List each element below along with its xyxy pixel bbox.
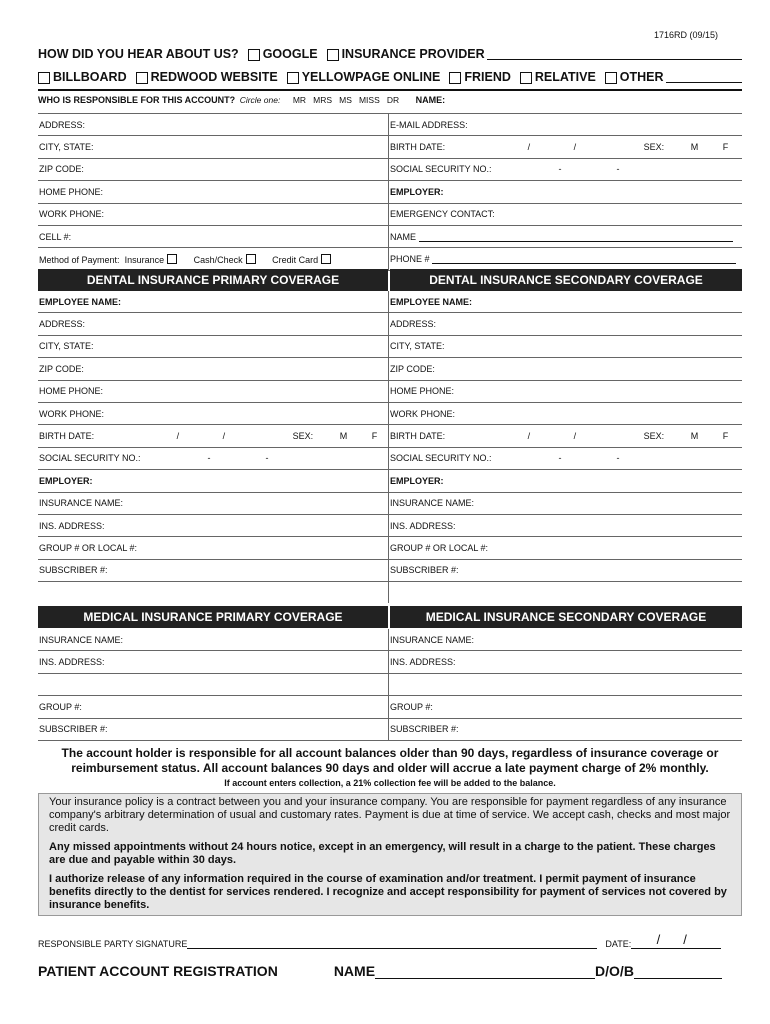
other-line[interactable] xyxy=(666,71,742,83)
referral-row-2 xyxy=(38,70,742,84)
footer-name-field[interactable] xyxy=(375,964,595,979)
checkbox-pay-credit[interactable] xyxy=(321,254,331,264)
dental-secondary-header: DENTAL INSURANCE SECONDARY COVERAGE xyxy=(390,269,742,291)
dental-secondary-work-phone[interactable]: WORK PHONE: xyxy=(389,402,743,424)
dental-secondary-zip[interactable]: ZIP CODE: xyxy=(389,358,743,380)
medical-primary-ins-address[interactable]: INS. ADDRESS: xyxy=(38,651,389,673)
dental-secondary-employee-name[interactable]: EMPLOYEE NAME: xyxy=(389,291,743,313)
policy-box xyxy=(38,793,742,916)
account-birth-sex-field[interactable]: BIRTH DATE: / / SEX: M F xyxy=(389,136,743,158)
dental-primary-birth-sex[interactable]: BIRTH DATE: / / SEX: M F xyxy=(38,425,389,447)
option-yellowpage: YELLOWPAGE ONLINE xyxy=(301,70,441,84)
footer-row xyxy=(38,963,742,979)
checkbox-other[interactable] xyxy=(605,72,617,84)
account-home-phone-field[interactable]: HOME PHONE: xyxy=(38,181,389,203)
account-ssn-field[interactable]: SOCIAL SECURITY NO.: - - xyxy=(389,158,743,180)
medical-grid xyxy=(38,629,742,741)
dental-primary-subscriber[interactable]: SUBSCRIBER #: xyxy=(38,559,389,581)
account-cell-field[interactable]: CELL #: xyxy=(38,225,389,247)
payment-method-row: Method of Payment: Insurance Cash/Check Credit Card xyxy=(38,248,389,270)
medical-secondary-insurance-name[interactable]: INSURANCE NAME: xyxy=(389,629,743,651)
footer-dob-field[interactable] xyxy=(634,964,722,979)
emergency-contact-label: EMERGENCY CONTACT: xyxy=(389,203,743,225)
dental-primary-work-phone[interactable]: WORK PHONE: xyxy=(38,402,389,424)
divider xyxy=(38,89,742,91)
circle-one-label: Circle one: xyxy=(239,95,281,105)
balance-notice xyxy=(38,746,742,788)
signature-field[interactable] xyxy=(187,938,597,949)
dental-primary-ins-address[interactable]: INS. ADDRESS: xyxy=(38,514,389,536)
dental-grid xyxy=(38,291,742,603)
notice-line-2: reimbursement status. All account balances 90 days and older will accrue a late payment charge of 2% monthly. xyxy=(71,761,709,775)
medical-secondary-ins-address[interactable]: INS. ADDRESS: xyxy=(389,651,743,673)
option-billboard: BILLBOARD xyxy=(53,70,127,84)
date-label: DATE: xyxy=(605,939,632,949)
account-city-state-field[interactable]: CITY, STATE: xyxy=(38,136,389,158)
dental-primary-employer[interactable]: EMPLOYER: xyxy=(38,470,389,492)
dental-secondary-insurance-name[interactable]: INSURANCE NAME: xyxy=(389,492,743,514)
dental-primary-header: DENTAL INSURANCE PRIMARY COVERAGE xyxy=(38,269,388,291)
medical-secondary-subscriber[interactable]: SUBSCRIBER #: xyxy=(389,718,743,740)
notice-line-1: The account holder is responsible for all account balances older than 90 days, regardless of insurance coverage or xyxy=(61,746,719,760)
footer-dob-label: D/O/B xyxy=(595,963,634,979)
dental-primary-insurance-name[interactable]: INSURANCE NAME: xyxy=(38,492,389,514)
dental-primary-home-phone[interactable]: HOME PHONE: xyxy=(38,380,389,402)
insurance-provider-line[interactable] xyxy=(487,48,742,60)
account-email-field[interactable]: E-MAIL ADDRESS: xyxy=(389,114,743,136)
dental-secondary-home-phone[interactable]: HOME PHONE: xyxy=(389,380,743,402)
option-insurance-provider: INSURANCE PROVIDER xyxy=(341,47,485,61)
dental-secondary-address[interactable]: ADDRESS: xyxy=(389,313,743,335)
dental-header xyxy=(38,269,742,291)
form-number: 1716RD (09/15) xyxy=(653,30,718,40)
dental-secondary-employer[interactable]: EMPLOYER: xyxy=(389,470,743,492)
checkbox-pay-insurance[interactable] xyxy=(167,254,177,264)
emergency-phone-field[interactable]: PHONE # xyxy=(389,248,743,270)
referral-question: HOW DID YOU HEAR ABOUT US? xyxy=(38,47,239,61)
medical-primary-subscriber[interactable]: SUBSCRIBER #: xyxy=(38,718,389,740)
dental-primary-blank[interactable] xyxy=(38,582,389,604)
account-work-phone-field[interactable]: WORK PHONE: xyxy=(38,203,389,225)
dental-primary-address[interactable]: ADDRESS: xyxy=(38,313,389,335)
dental-secondary-ins-address[interactable]: INS. ADDRESS: xyxy=(389,514,743,536)
dental-primary-employee-name[interactable]: EMPLOYEE NAME: xyxy=(38,291,389,313)
checkbox-billboard[interactable] xyxy=(38,72,50,84)
dental-secondary-subscriber[interactable]: SUBSCRIBER #: xyxy=(389,559,743,581)
dental-secondary-city-state[interactable]: CITY, STATE: xyxy=(389,335,743,357)
medical-secondary-blank[interactable] xyxy=(389,673,743,695)
title-options[interactable]: MR MRS MS MISS DR xyxy=(292,95,400,105)
option-google: GOOGLE xyxy=(262,47,318,61)
dental-secondary-birth-sex[interactable]: BIRTH DATE: / / SEX: M F xyxy=(389,425,743,447)
checkbox-insurance-provider[interactable] xyxy=(327,49,339,61)
medical-secondary-header: MEDICAL INSURANCE SECONDARY COVERAGE xyxy=(390,606,742,628)
checkbox-friend[interactable] xyxy=(449,72,461,84)
dental-primary-group[interactable]: GROUP # OR LOCAL #: xyxy=(38,537,389,559)
responsible-label: WHO IS RESPONSIBLE FOR THIS ACCOUNT? xyxy=(38,95,236,105)
medical-primary-blank[interactable] xyxy=(38,673,389,695)
policy-paragraph-3: I authorize release of any information required in the course of examination and/or treatment. I permit payment of insurance benefits directly to the dentist for services rendered. I recognize and accept responsibility for payment of services not covered by insurance benefits. xyxy=(49,873,727,911)
referral-row-1 xyxy=(38,47,742,61)
option-website: REDWOOD WEBSITE xyxy=(150,70,278,84)
dental-secondary-ssn[interactable]: SOCIAL SECURITY NO.: - - xyxy=(389,447,743,469)
checkbox-yellowpage[interactable] xyxy=(287,72,299,84)
dental-primary-zip[interactable]: ZIP CODE: xyxy=(38,358,389,380)
dental-primary-city-state[interactable]: CITY, STATE: xyxy=(38,335,389,357)
medical-primary-insurance-name[interactable]: INSURANCE NAME: xyxy=(38,629,389,651)
date-field[interactable]: / / xyxy=(631,934,721,949)
notice-line-3: If account enters collection, a 21% collection fee will be added to the balance. xyxy=(224,778,556,788)
option-friend: FRIEND xyxy=(464,70,511,84)
account-employer-field[interactable]: EMPLOYER: xyxy=(389,181,743,203)
responsible-party-row xyxy=(38,95,445,105)
medical-primary-group[interactable]: GROUP #: xyxy=(38,696,389,718)
checkbox-relative[interactable] xyxy=(520,72,532,84)
policy-paragraph-1: Your insurance policy is a contract between you and your insurance company. You are responsible for payment regardless of any insurance company's arbitrary determination of usual and customary rates. Payment is due at time of service. We accept cash, checks and most major credit cards. xyxy=(49,796,731,834)
responsible-name-label: NAME: xyxy=(415,95,446,105)
signature-label: RESPONSIBLE PARTY SIGNATURE xyxy=(38,939,188,949)
emergency-name-field[interactable]: NAME xyxy=(389,225,743,247)
policy-paragraph-2: Any missed appointments without 24 hours notice, except in an emergency, will result in a charge to the patient. These charges are due and payable within 30 days. xyxy=(49,841,716,866)
footer-title: PATIENT ACCOUNT REGISTRATION xyxy=(38,963,278,979)
dental-secondary-group[interactable]: GROUP # OR LOCAL #: xyxy=(389,537,743,559)
footer-name-label: NAME xyxy=(333,963,376,979)
option-relative: RELATIVE xyxy=(534,70,596,84)
signature-row xyxy=(38,934,742,949)
account-grid xyxy=(38,113,742,271)
account-zip-field[interactable]: ZIP CODE: xyxy=(38,158,389,180)
account-address-field[interactable]: ADDRESS: xyxy=(38,114,389,136)
medical-header xyxy=(38,606,742,628)
medical-primary-header: MEDICAL INSURANCE PRIMARY COVERAGE xyxy=(38,606,388,628)
medical-secondary-group[interactable]: GROUP #: xyxy=(389,696,743,718)
dental-primary-ssn[interactable]: SOCIAL SECURITY NO.: - - xyxy=(38,447,389,469)
option-other: OTHER xyxy=(619,70,664,84)
checkbox-google[interactable] xyxy=(248,49,260,61)
checkbox-pay-cashcheck[interactable] xyxy=(246,254,256,264)
checkbox-website[interactable] xyxy=(136,72,148,84)
dental-secondary-blank[interactable] xyxy=(389,582,743,604)
